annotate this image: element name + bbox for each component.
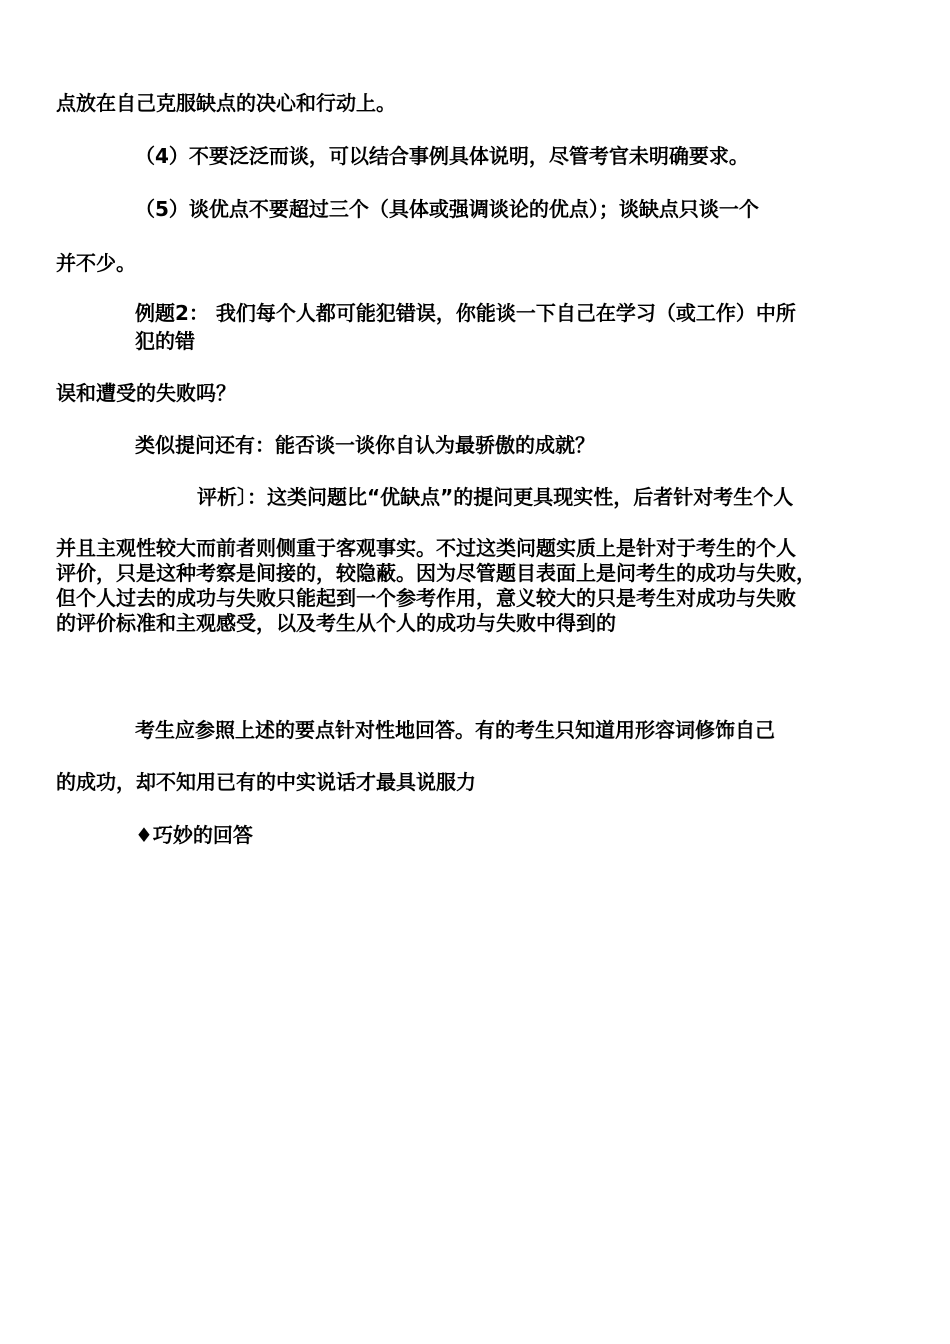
- analysis-heading: 评析〕：这类问题比“优缺点”的提问更具现实性，后者针对考生个人: [197, 485, 794, 509]
- answer-guidance-line: 考生应参照上述的要点针对性地回答。有的考生只知道用形容词修饰自己: [135, 718, 775, 742]
- example-2-heading: 例题2： 我们每个人都可能犯错误，你能谈一下自己在学习（或工作）中所: [135, 301, 796, 325]
- text-line-continuation: 并不少。: [56, 251, 136, 275]
- paragraph-line: 评价，只是这种考察是间接的，较隐蔽。因为尽管题目表面上是问考生的成功与失败，: [56, 561, 816, 585]
- analysis-paragraph: [56, 536, 916, 636]
- answer-guidance-continuation: 的成功，却不知用已有的中实说话才最具说服力: [56, 770, 476, 794]
- text-line-item-4: （4）不要泛泛而谈，可以结合事例具体说明，尽管考官未明确要求。: [135, 144, 749, 168]
- clever-answer-heading: ♦巧妙的回答: [135, 823, 253, 847]
- example-2-continuation: 误和遭受的失败吗？: [56, 381, 236, 405]
- paragraph-line: 并且主观性较大而前者则侧重于客观事实。不过这类问题实质上是针对于考生的个人: [56, 536, 796, 560]
- text-line-item-5: （5）谈优点不要超过三个（具体或强调谈论的优点）；谈缺点只谈一个: [135, 197, 759, 221]
- paragraph-line: 但个人过去的成功与失败只能起到一个参考作用，意义较大的只是考生对成功与失败: [56, 586, 796, 610]
- similar-question-line: 类似提问还有：能否谈一谈你自认为最骄傲的成就？: [135, 433, 595, 457]
- text-line-1: 点放在自己克服缺点的决心和行动上。: [56, 91, 396, 115]
- example-2-heading-wrap: 犯的错: [135, 329, 195, 353]
- paragraph-line: 的评价标准和主观感受，以及考生从个人的成功与失败中得到的: [56, 611, 616, 635]
